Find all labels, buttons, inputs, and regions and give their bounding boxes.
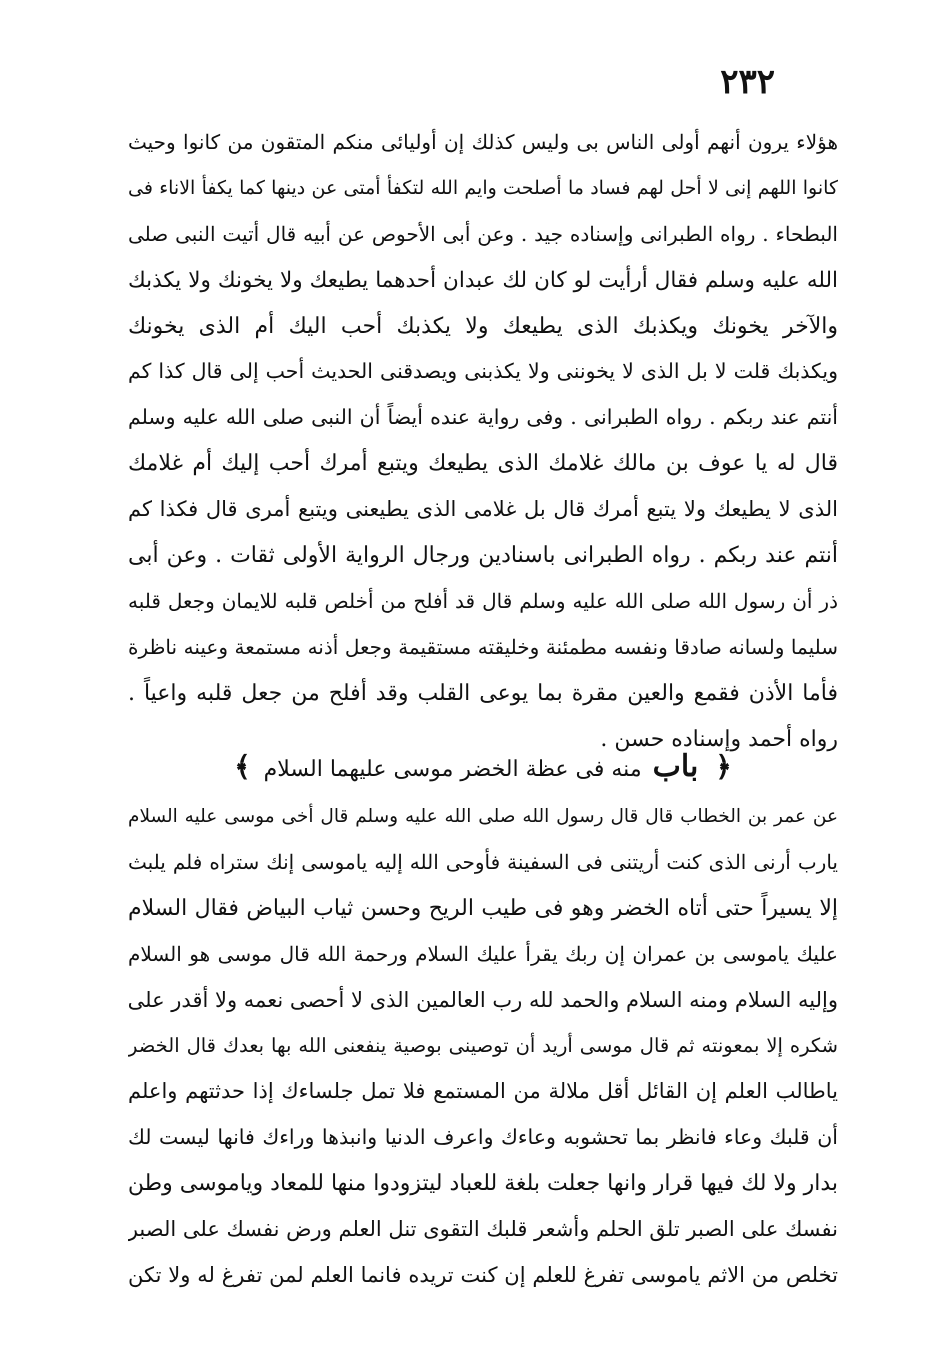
text-line: الله عليه وسلم فقال أرأيت لو كان لك عبدان أحدهما يطيعك ولا يخونك ولا يكذبك — [128, 267, 838, 293]
text-line: أنتم عند ربكم . رواه الطبرانى باسنادين ورجال الرواية الأولى ثقات . وعن أبى — [128, 543, 838, 569]
chapter-heading — [128, 742, 838, 792]
text-line: كانوا اللهم إنى لا أحل لهم فساد ما أصلحت وايم الله لتكفأ أمتى عن دينها كما يكفأ الاناء فى — [128, 176, 838, 199]
text-line: ياطالب العلم إن القائل أقل ملالة من المستمع فلا تمل جلساءك إذا حدثتهم واعلم — [128, 1079, 838, 1104]
text-section-1 — [128, 120, 838, 762]
heading-text: منه فى عظة الخضر موسى عليهما السلام — [263, 757, 642, 782]
text-line: عليك ياموسى بن عمران إن ربك يقرأ عليك السلام ورحمة الله قال موسى هو السلام — [128, 941, 838, 966]
text-line: البطحاء . رواه الطبرانى وإسناده جيد . وعن أبى الأحوص عن أبيه قال أتيت النبى صلى — [128, 221, 838, 246]
heading-close-bracket: ﴾ — [234, 750, 251, 783]
text-line: عن عمر بن الخطاب قال قال رسول الله صلى الله عليه وسلم قال أخى موسى عليه السلام — [128, 806, 838, 827]
heading-open-bracket: ﴿ — [715, 750, 732, 783]
text-line: هؤلاء يرون أنهم أولى الناس بى وليس كذلك إن أوليائى منكم المتقون من كانوا وحيث — [128, 130, 838, 154]
text-line: يارب أرنى الذى كنت أريتنى فى السفينة فأوحى الله إليه ياموسى إنك ستراه فلم يلبث — [128, 849, 838, 874]
text-line: ذر أن رسول الله صلى الله عليه وسلم قال قد أفلح من أخلص قلبه للايمان وجعل قلبه — [128, 588, 838, 613]
text-line: قال له يا عوف بن مالك غلامك الذى يطيعك ويتبع أمرك أحب إليك أم غلامك — [128, 451, 838, 477]
text-line: شكره إلا بمعونته ثم قال موسى أريد أن توصينى بوصية ينفعنى الله بها بعدك قال الخضر — [128, 1034, 838, 1058]
text-line: إلا يسيراً حتى أتاه الخضر وهو فى طيب الريح وحسن ثياب البياض فقال السلام — [128, 895, 838, 921]
text-line: والآخر يخونك ويكذبك الذى يطيعك ولا يكذبك أحب اليك أم الذى يخونك — [128, 313, 838, 339]
text-line: نفسك على الصبر تلق الحلم وأشعر قلبك التقوى تنل العلم ورض نفسك على الصبر — [128, 1217, 838, 1242]
text-line: بدار ولا لك فيها قرار وانها جعلت بلغة للعباد ليتزودوا منها للمعاد وياموسى وطن — [128, 1171, 838, 1197]
text-line: تخلص من الاثم ياموسى تفرغ للعلم إن كنت تريده فانما العلم لمن تفرغ له ولا تكن — [128, 1262, 838, 1287]
heading-bab: باب — [652, 749, 699, 784]
text-line: أن قلبك وعاء فانظر بما تحشوبه وعاءك واعرف الدنيا وانبذها وراءك فانها ليست لك — [128, 1125, 838, 1150]
text-line: سليما ولسانه صادقا ونفسه مطمئنة وخليقته مستقيمة وجعل أذنه مستمعة وعينه ناظرة — [128, 634, 838, 659]
text-line: وإليه السلام ومنه السلام والحمد لله رب العالمين الذى لا أحصى نعمه ولا أقدر على — [128, 987, 838, 1012]
text-line: الذى لا يطيعك ولا يتبع أمرك قال بل غلامى الذى يطيعنى ويتبع أمرى قال فكذا كم — [128, 497, 838, 522]
text-line: فأما الأذن فقمع والعين مقرة بما يوعى القلب وقد أفلح من جعل قلبه واعياً . — [128, 680, 838, 706]
text-line: أنتم عند ربكم . رواه الطبرانى . وفى رواية عنده أيضاً أن النبى صلى الله عليه وسلم — [128, 405, 838, 430]
page-number: ٢٣٢ — [720, 62, 775, 102]
text-line: رواه أحمد وإسناده حسن . — [600, 726, 838, 752]
text-line: ويكذبك قلت لا بل الذى لا يخوننى ولا يكذبنى ويصدقنى الحديث أحب إلى قال كذا كم — [128, 359, 838, 384]
text-section-2 — [128, 794, 838, 1299]
